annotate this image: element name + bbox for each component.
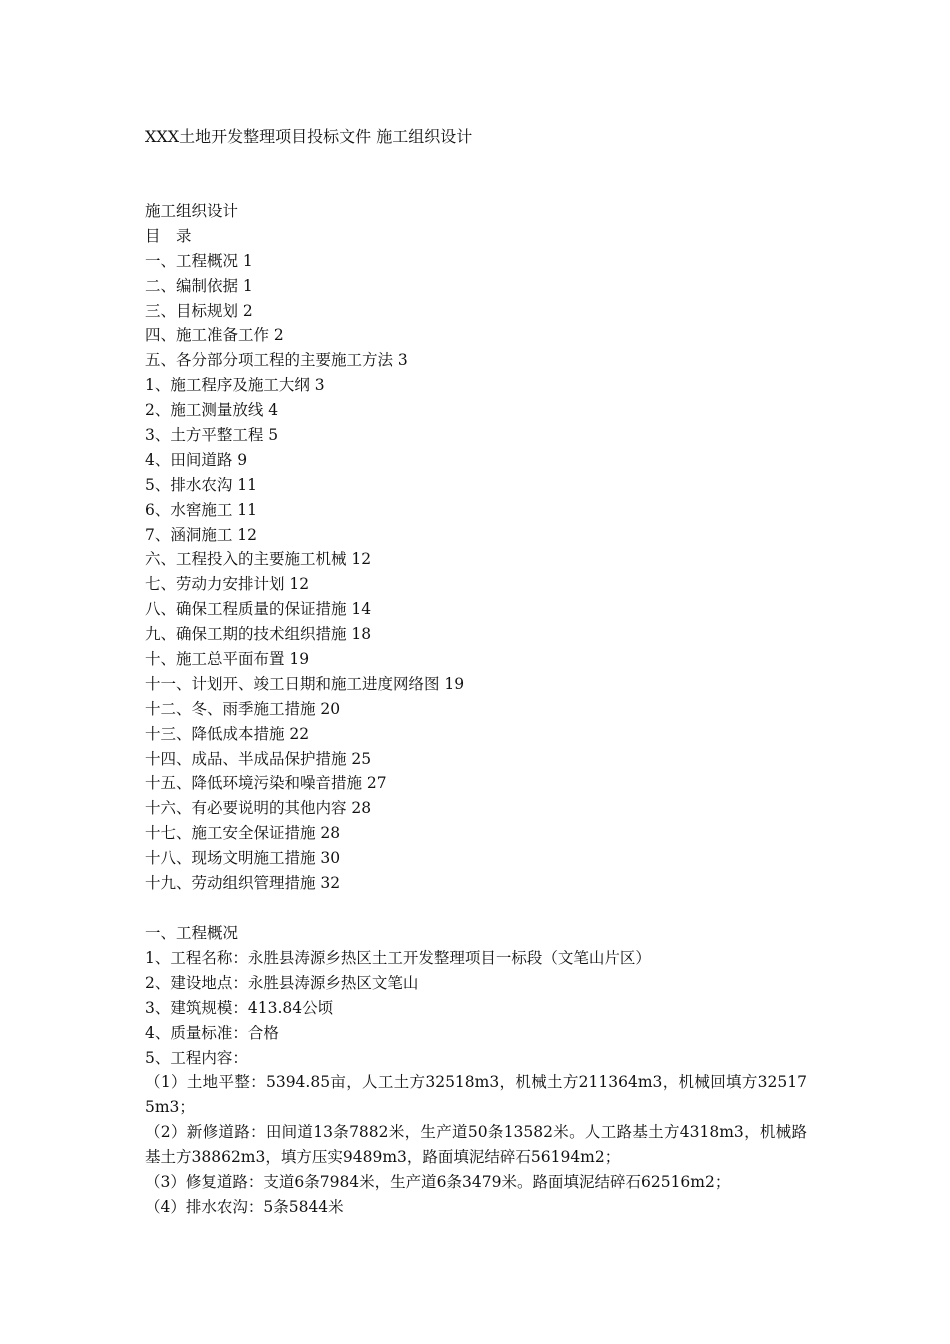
document-title: XXX土地开发整理项目投标文件 施工组织设计	[145, 127, 473, 146]
project-overview-section	[145, 921, 807, 1220]
overview-line: （4）排水农沟：5条5844米	[145, 1197, 344, 1216]
toc-item: 十八、现场文明施工措施 30	[145, 849, 341, 868]
toc-subheading: 目 录	[145, 226, 192, 245]
overview-line: （3）修复道路：支道6条7984米，生产道6条3479米。路面填泥结碎石62516m2；	[145, 1173, 731, 1192]
overview-line: （1）土地平整：5394.85亩，人工土方32518m3，机械土方211364m3，机械回填方325175m3；	[145, 1073, 807, 1117]
toc-item: 二、编制依据 1	[145, 276, 253, 295]
table-of-contents	[145, 199, 807, 896]
toc-item: 1、施工程序及施工大纲 3	[145, 376, 325, 395]
overview-line: 2、建设地点：永胜县涛源乡热区文笔山	[145, 973, 419, 992]
toc-item: 4、田间道路 9	[145, 450, 248, 469]
toc-item: 五、各分部分项工程的主要施工方法 3	[145, 351, 408, 370]
section-heading: 一、工程概况	[145, 924, 239, 942]
overview-line: （2）新修道路：田间道13条7882米，生产道50条13582米。人工路基土方4318m3，机械路基土方38862m3，填方压实9489m3，路面填泥结碎石56194m2；	[145, 1123, 807, 1167]
toc-item: 十、施工总平面布置 19	[145, 650, 310, 669]
toc-item: 九、确保工期的技术组织措施 18	[145, 625, 372, 644]
overview-line: 5、工程内容：	[145, 1048, 248, 1067]
toc-item: 八、确保工程质量的保证措施 14	[145, 600, 372, 619]
toc-item: 2、施工测量放线 4	[145, 401, 279, 420]
overview-line: 4、质量标准：合格	[145, 1023, 279, 1042]
toc-item: 5、排水农沟 11	[145, 475, 258, 494]
toc-list	[145, 249, 807, 896]
toc-heading: 施工组织设计	[145, 202, 239, 220]
toc-item: 三、目标规划 2	[145, 301, 253, 320]
toc-item: 十九、劳动组织管理措施 32	[145, 874, 341, 893]
toc-item: 十七、施工安全保证措施 28	[145, 824, 341, 843]
toc-item: 一、工程概况 1	[145, 251, 253, 270]
toc-item: 十一、计划开、竣工日期和施工进度网络图 19	[145, 674, 465, 693]
toc-item: 四、施工准备工作 2	[145, 326, 284, 345]
toc-item: 十二、冬、雨季施工措施 20	[145, 699, 341, 718]
toc-item: 六、工程投入的主要施工机械 12	[145, 550, 372, 569]
toc-item: 十六、有必要说明的其他内容 28	[145, 799, 372, 818]
toc-item: 十三、降低成本措施 22	[145, 724, 310, 743]
toc-item: 十五、降低环境污染和噪音措施 27	[145, 774, 387, 793]
overview-line: 1、工程名称：永胜县涛源乡热区土工开发整理项目一标段（文笔山片区）	[145, 948, 651, 967]
overview-line: 3、建筑规模：413.84公顷	[145, 998, 334, 1017]
toc-item: 七、劳动力安排计划 12	[145, 575, 310, 594]
toc-item: 十四、成品、半成品保护措施 25	[145, 749, 372, 768]
toc-item: 3、土方平整工程 5	[145, 426, 279, 445]
toc-item: 7、涵洞施工 12	[145, 525, 258, 544]
toc-item: 6、水窖施工 11	[145, 500, 258, 519]
